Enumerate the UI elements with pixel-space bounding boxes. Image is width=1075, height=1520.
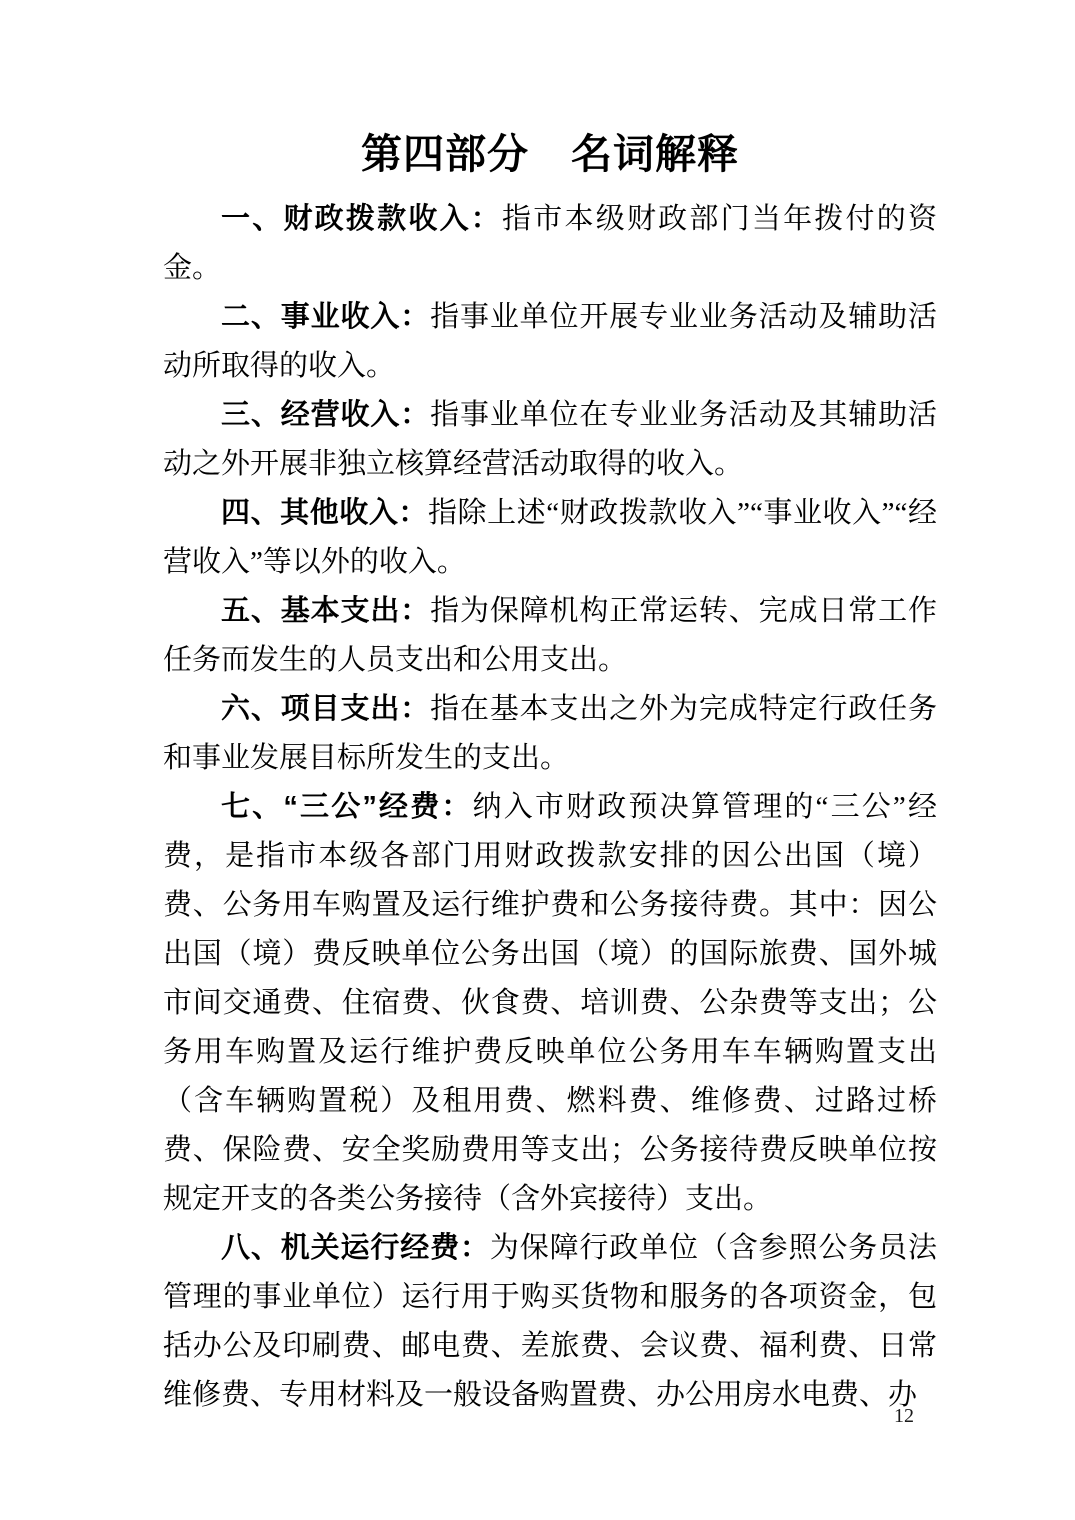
definition-term: 四、其他收入：: [221, 497, 428, 529]
definition-paragraph: [163, 391, 937, 489]
definition-text: 指市本级财政部门当年拨付的资金。: [163, 203, 937, 284]
definition-text: 指事业单位在专业业务活动及其辅助活动之外开展非独立核算经营活动取得的收入。: [163, 399, 937, 480]
definition-paragraph: [163, 195, 937, 293]
definition-term: 七、“三公”经费：: [221, 791, 473, 823]
definition-paragraph: [163, 685, 937, 783]
definition-term: 二、事业收入：: [221, 301, 431, 333]
definition-paragraph: [163, 783, 937, 1224]
definition-term: 六、项目支出：: [221, 693, 431, 725]
definition-text: 指事业单位开展专业业务活动及辅助活动所取得的收入。: [163, 301, 937, 382]
definition-text: 指除上述“财政拨款收入”“事业收入”“经营收入”等以外的收入。: [163, 497, 937, 578]
definition-paragraph: [163, 293, 937, 391]
page-number: 12: [894, 1405, 914, 1427]
definition-term: 三、经营收入：: [221, 399, 431, 431]
definition-term: 一、财政拨款收入：: [221, 203, 503, 235]
definition-paragraph: [163, 587, 937, 685]
definition-text: 为保障行政单位（含参照公务员法管理的事业单位）运行用于购买货物和服务的各项资金，包括办公及印刷费、邮电费、差旅费、会议费、福利费、日常维修费、专用材料及一般设备购置费、办公用房水电费、办: [163, 1232, 937, 1411]
page-title: 第四部分 名词解释: [361, 131, 739, 177]
definition-paragraph: [163, 489, 937, 587]
document-content: [163, 126, 937, 1420]
definition-term: 八、机关运行经费：: [221, 1232, 490, 1264]
definition-text: 指在基本支出之外为完成特定行政任务和事业发展目标所发生的支出。: [163, 693, 937, 774]
definition-text: 指为保障机构正常运转、完成日常工作任务而发生的人员支出和公用支出。: [163, 595, 937, 676]
definition-term: 五、基本支出：: [221, 595, 431, 627]
definition-paragraph: [163, 1224, 937, 1420]
definition-text: 纳入市财政预决算管理的“三公”经费，是指市本级各部门用财政拨款安排的因公出国（境）费、公务用车购置及运行维护费和公务接待费。其中：因公出国（境）费反映单位公务出国（境）的国际旅费、国外城市间交通费、住宿费、伙食费、培训费、公杂费等支出；公务用车购置及运行维护费反映单位公务用车车辆购置支出（含车辆购置税）及租用费、燃料费、维修费、过路过桥费、保险费、安全奖励费用等支出；公务接待费反映单位按规定开支的各类公务接待（含外宾接待）支出。: [163, 791, 937, 1215]
